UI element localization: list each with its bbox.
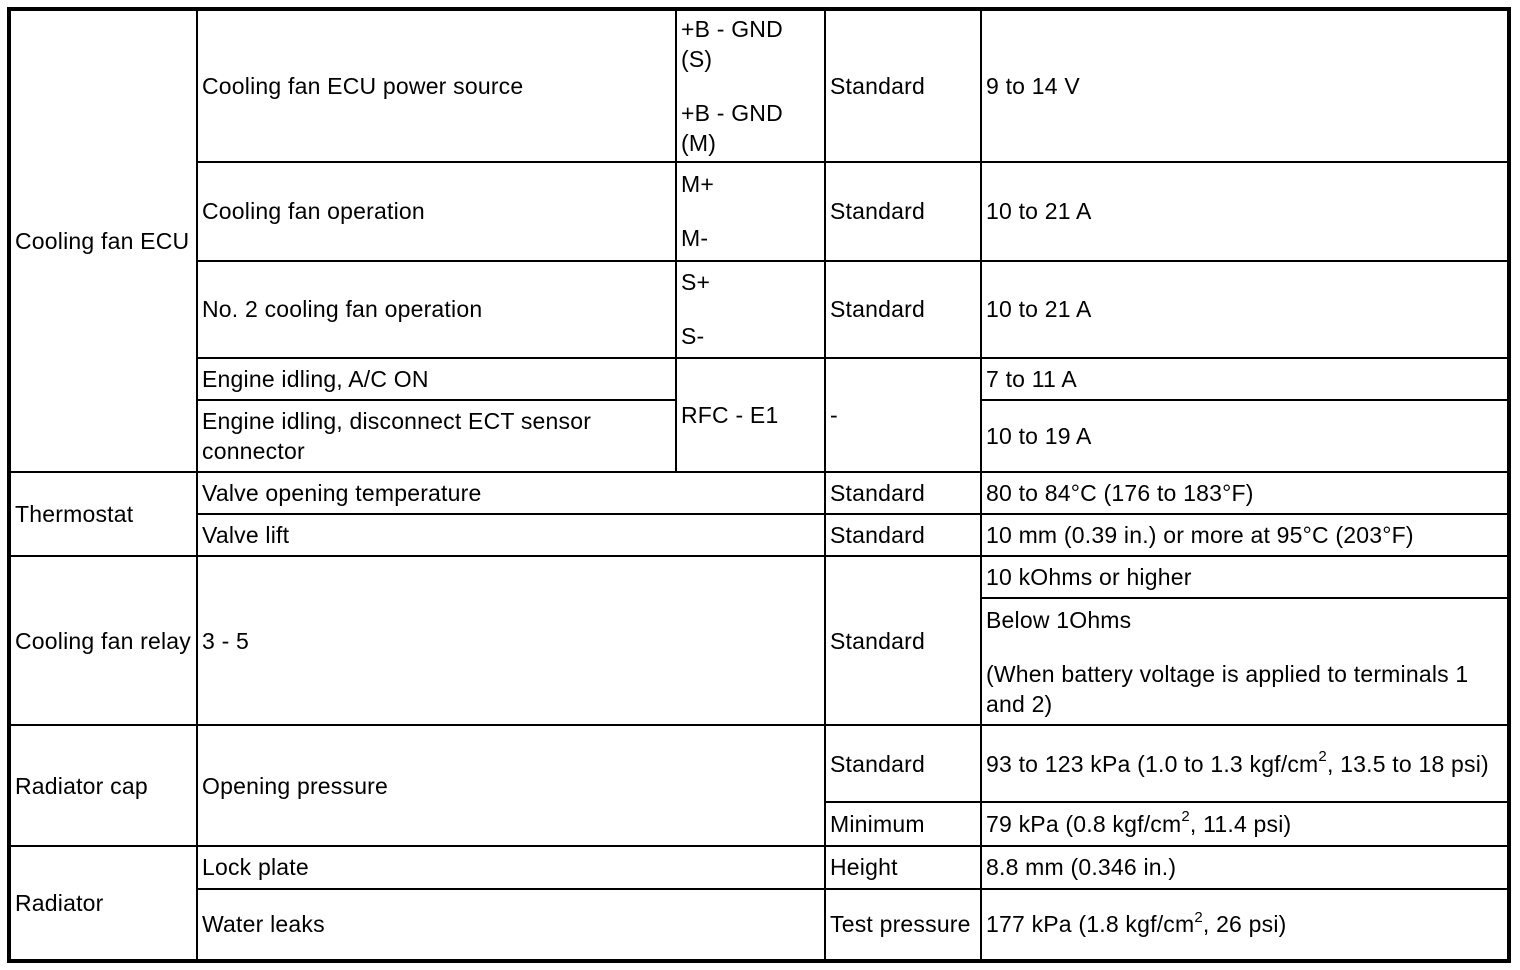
item-cell: Cooling fan operation — [197, 162, 676, 260]
value-cell: 10 to 21 A — [981, 261, 1509, 358]
value-text: , 26 psi) — [1202, 911, 1287, 938]
item-cell: Lock plate — [197, 846, 825, 889]
terminal-cell — [676, 261, 825, 358]
superscript: 2 — [1318, 747, 1327, 765]
value-cell — [981, 725, 1509, 801]
value-cell — [981, 598, 1509, 725]
terminal-cell: RFC - E1 — [676, 358, 825, 472]
value-cell: 80 to 84°C (176 to 183°F) — [981, 472, 1509, 514]
value-cell: 10 to 21 A — [981, 162, 1509, 260]
value-text: 79 kPa (0.8 kgf/cm — [986, 810, 1182, 837]
superscript: 2 — [1194, 908, 1203, 926]
condition-cell: - — [825, 358, 981, 472]
value-cell: 10 mm (0.39 in.) or more at 95°C (203°F) — [981, 514, 1509, 556]
group-label-cooling-fan-relay: Cooling fan relay — [9, 556, 197, 725]
condition-cell: Standard — [825, 514, 981, 556]
item-cell: Engine idling, disconnect ECT sensor connector — [197, 400, 676, 472]
table-row — [9, 889, 1509, 961]
value-text: , 11.4 psi) — [1189, 810, 1292, 837]
value-cell: 9 to 14 V — [981, 9, 1509, 162]
group-label-radiator: Radiator — [9, 846, 197, 961]
condition-cell: Standard — [825, 725, 981, 801]
value-cell — [981, 802, 1509, 846]
condition-cell: Standard — [825, 162, 981, 260]
superscript: 2 — [1181, 807, 1190, 825]
value-text: , 13.5 to 18 psi) — [1326, 750, 1489, 777]
item-cell: 3 - 5 — [197, 556, 825, 725]
condition-cell: Test pressure — [825, 889, 981, 961]
terminal-text: S+ — [681, 269, 711, 296]
item-cell: Water leaks — [197, 889, 825, 961]
value-cell: 10 to 19 A — [981, 400, 1509, 472]
item-cell: Valve lift — [197, 514, 825, 556]
group-label-radiator-cap: Radiator cap — [9, 725, 197, 845]
table-row — [9, 472, 1509, 514]
terminal-text: M- — [681, 225, 709, 252]
item-cell: No. 2 cooling fan operation — [197, 261, 676, 358]
item-cell: Opening pressure — [197, 725, 825, 845]
group-label-thermostat: Thermostat — [9, 472, 197, 556]
table-row — [9, 261, 1509, 358]
condition-cell: Standard — [825, 261, 981, 358]
condition-cell: Standard — [825, 9, 981, 162]
condition-cell: Minimum — [825, 802, 981, 846]
terminal-cell — [676, 9, 825, 162]
terminal-text: +B - GND (M) — [681, 100, 783, 157]
terminal-cell — [676, 162, 825, 260]
value-text: Below 1Ohms — [986, 606, 1132, 633]
cooling-system-spec-table — [7, 7, 1511, 963]
value-cell — [981, 889, 1509, 961]
value-note: (When battery voltage is applied to terminals 1 and 2) — [986, 660, 1469, 717]
table-row — [9, 358, 1509, 400]
condition-cell: Standard — [825, 556, 981, 725]
value-cell: 8.8 mm (0.346 in.) — [981, 846, 1509, 889]
condition-cell: Height — [825, 846, 981, 889]
item-cell: Engine idling, A/C ON — [197, 358, 676, 400]
table-row — [9, 162, 1509, 260]
value-cell: 7 to 11 A — [981, 358, 1509, 400]
item-cell: Cooling fan ECU power source — [197, 9, 676, 162]
item-cell: Valve opening temperature — [197, 472, 825, 514]
value-cell: 10 kOhms or higher — [981, 556, 1509, 598]
group-label-cooling-fan-ecu: Cooling fan ECU — [9, 9, 197, 472]
table-row — [9, 725, 1509, 801]
table-row — [9, 846, 1509, 889]
terminal-text: M+ — [681, 171, 714, 198]
table-row — [9, 556, 1509, 598]
value-text: 177 kPa (1.8 kgf/cm — [986, 911, 1195, 938]
table-row — [9, 9, 1509, 162]
terminal-text: S- — [681, 323, 705, 350]
terminal-text: +B - GND (S) — [681, 16, 783, 73]
table-row — [9, 514, 1509, 556]
condition-cell: Standard — [825, 472, 981, 514]
value-text: 93 to 123 kPa (1.0 to 1.3 kgf/cm — [986, 750, 1319, 777]
